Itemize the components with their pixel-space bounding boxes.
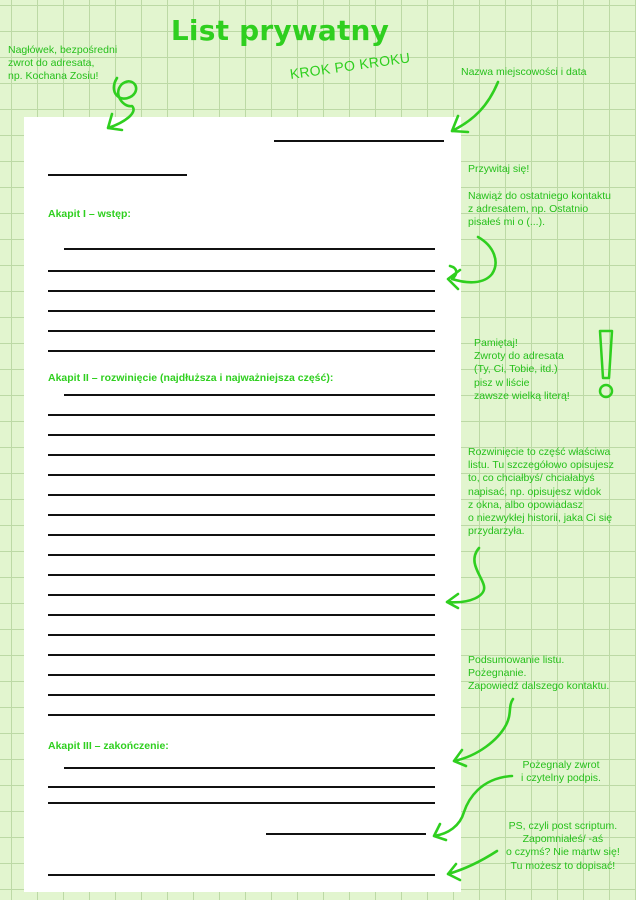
note-rozwiniecie: Rozwinięcie to część właściwa listu. Tu szczegółowo opisujesz to, co chciałbyś/ chciałabyś napisać, np. opisujesz widok z okna, albo opowiadasz o niezwykłej historii, jaka Ci się przydarzyła. (468, 446, 614, 538)
note-podsumowanie: Podsumowanie listu. Pożegnanie. Zapowiedź dalszego kontaktu. (468, 654, 610, 693)
note-pozegnalny: Pożegnaly zwrot i czytelny podpis. (521, 759, 601, 785)
note-ps: PS, czyli post scriptum. Zapomniałeś/ -aś o czymś? Nie martw się! Tu możesz to dopisać! (506, 820, 620, 872)
note-miejscowosc: Nazwa miejscowości i data (461, 66, 587, 78)
arrow-ps-icon (448, 851, 497, 880)
section-wstep-label: Akapit I – wstęp: (48, 208, 131, 220)
arrow-zakonczenie-icon (454, 699, 513, 766)
note-przywitaj: Przywitaj się! (468, 163, 530, 175)
note-pamietaj: Pamiętaj! Zwroty do adresata (Ty, Ci, Tobie, itd.) pisz w liście zawsze wielką literą! (474, 337, 570, 402)
subtitle: KROK PO KROKU (288, 49, 412, 82)
note-nawiaz: Nawiąż do ostatniego kontaktu z adresatem, np. Ostatnio pisałeś mi o (...). (468, 190, 612, 229)
arrow-podpis-icon (434, 776, 512, 840)
note-naglowek: Nagłówek, bezpośredni zwrot do adresata, np. Kochana Zosiu! (8, 44, 118, 83)
arrow-miejscowosc-icon (452, 82, 498, 132)
page-title: List prywatny (170, 14, 390, 47)
section-zakonczenie-label: Akapit III – zakończenie: (48, 740, 169, 752)
arrow-wstep-icon (448, 237, 496, 289)
arrow-rozwiniecie-icon (447, 548, 484, 608)
arrow-naglowek-icon (108, 78, 136, 130)
section-rozwiniecie-label: Akapit II – rozwinięcie (najdłuższa i najważniejsza część): (48, 372, 334, 384)
